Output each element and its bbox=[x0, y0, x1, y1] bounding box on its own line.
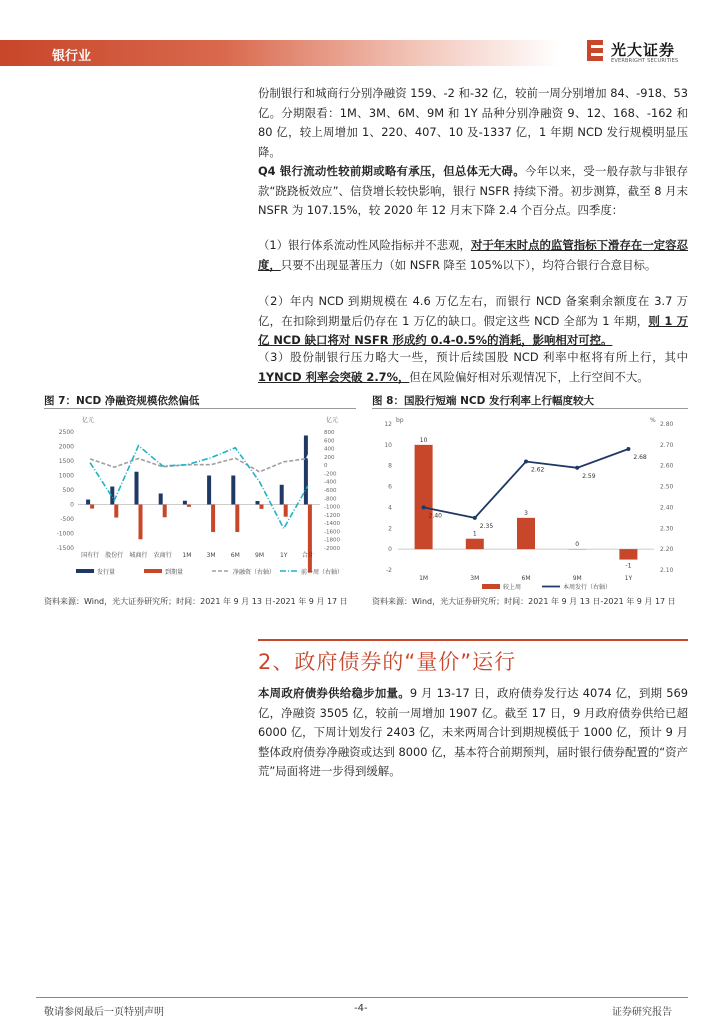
fig7-xtick-label: 1Y bbox=[279, 552, 288, 559]
fig7-bar bbox=[211, 505, 215, 533]
fig8-line-point bbox=[473, 516, 477, 520]
fig8-y2tick-label: 2.40 bbox=[660, 504, 674, 512]
fig8-xtick-label: 9M bbox=[572, 575, 582, 582]
fig8-bar bbox=[619, 549, 637, 559]
fig8-line-label: 2.59 bbox=[582, 472, 596, 480]
paragraph-4 bbox=[258, 292, 688, 351]
paragraph-5-emphasis: 1YNCD 利率会突破 2.7%， bbox=[258, 369, 410, 384]
fig7-y2tick-label: -1400 bbox=[324, 521, 340, 528]
paragraph-5-text-a: （3）股份制银行压力略大一些，预计后续国股 NCD 利率中枢将有所上行，其中 bbox=[258, 350, 688, 364]
paragraph-3-text-b: 只要不出现显著压力（如 NSFR 降至 105%以下），均符合银行合意目标。 bbox=[280, 257, 657, 272]
paragraph-5 bbox=[258, 348, 688, 387]
fig7-y2tick-label: 0 bbox=[324, 463, 328, 470]
fig8-ytick-label: 0 bbox=[388, 546, 392, 554]
fig8-bar-label: 10 bbox=[419, 436, 428, 444]
fig8-ytick-label: -2 bbox=[386, 567, 392, 574]
fig8-ytick-label: 10 bbox=[384, 441, 392, 449]
fig7-bar bbox=[114, 505, 118, 518]
fig7-title-rule bbox=[44, 408, 356, 409]
fig7-xtick-label: 股份行 bbox=[105, 552, 124, 559]
section-2-rule bbox=[258, 639, 688, 641]
fig8-bar-label: 1 bbox=[472, 530, 477, 538]
fig7-source: 资料来源：Wind，光大证券研究所；时间：2021 年 9 月 13 日-2021 年 9 月 17 日 bbox=[44, 597, 348, 606]
fig8-line-point bbox=[626, 447, 630, 451]
fig8-legend-swatch bbox=[482, 584, 500, 589]
fig7-series-line bbox=[90, 446, 308, 529]
paragraph-3 bbox=[258, 236, 688, 275]
footer-rule bbox=[36, 997, 688, 998]
fig7-y2tick-label: -400 bbox=[324, 479, 337, 486]
fig8-y2tick-label: 2.80 bbox=[660, 421, 674, 428]
fig8-title-rule bbox=[372, 408, 688, 409]
fig7-ytick-label: 500 bbox=[62, 487, 74, 494]
fig8-bar-label: -1 bbox=[625, 562, 632, 570]
fig7-ytick-label: 1500 bbox=[58, 458, 74, 465]
section-2-paragraph bbox=[258, 684, 688, 782]
fig8-legend-label: 较上周 bbox=[503, 584, 522, 591]
paragraph-4-emphasis: 则 1 万亿 NCD 缺口将对 NSFR 形成约 0.4-0.5%的消耗，影响相对可控。 bbox=[258, 313, 688, 347]
fig7-legend-label: 到期量 bbox=[165, 569, 184, 576]
fig7-y2tick-label: -1000 bbox=[324, 504, 340, 511]
fig7-ytick-label: -500 bbox=[60, 516, 74, 523]
fig8-line-label: 2.40 bbox=[428, 512, 442, 520]
fig7-legend-label: 净融资（右轴） bbox=[233, 569, 276, 576]
fig7-bar bbox=[159, 493, 163, 504]
fig8-line-label: 2.68 bbox=[633, 454, 647, 462]
fig7-bar bbox=[235, 505, 239, 533]
fig8-y2tick-label: 2.10 bbox=[660, 567, 674, 574]
fig8-xtick-label: 6M bbox=[521, 575, 531, 582]
fig7-xtick-label: 1M bbox=[182, 552, 192, 559]
fig7-bar bbox=[139, 505, 143, 540]
fig8-line-label: 2.62 bbox=[531, 466, 545, 474]
fig7-y2tick-label: -600 bbox=[324, 488, 337, 494]
fig7-y2tick-label: -800 bbox=[324, 496, 337, 503]
fig7-legend-label: 前一周（右轴） bbox=[301, 569, 344, 576]
fig8-y2tick-label: 2.60 bbox=[660, 462, 674, 470]
fig7-ytick-label: 2500 bbox=[58, 429, 74, 436]
section-2-title: 2、政府债券的“量价”运行 bbox=[258, 650, 517, 674]
fig7-xtick-label: 国有行 bbox=[81, 552, 100, 559]
fig7-title: 图 7：NCD 净融资规模依然偏低 bbox=[44, 395, 200, 407]
fig7-bar bbox=[86, 500, 90, 505]
logo-text-en: EVERBRIGHT SECURITIES bbox=[611, 58, 679, 64]
fig7-xtick-label: 6M bbox=[230, 552, 240, 559]
fig7-ytick-label: 1000 bbox=[58, 472, 74, 480]
fig8-chart bbox=[372, 410, 688, 592]
fig7-y2label: 亿元 bbox=[326, 417, 339, 424]
fig7-xtick-label: 城商行 bbox=[129, 552, 148, 559]
fig7-y2tick-label: -1200 bbox=[324, 512, 340, 519]
fig8-ytick-label: 4 bbox=[388, 504, 392, 512]
paragraph-1: 份制银行和城商行分别净融资 159、-2 和-32 亿，较前一周分别增加 84、-918、53 亿。分期限看：1M、3M、6M、9M 和 1Y 品种分别净融资 9、12、168、-162 和 80 亿，较上周增加 1、220、407、10 及-1337 亿，1 年期 NCD 发行规模明显压降。 bbox=[258, 86, 688, 159]
fig7-legend-swatch bbox=[144, 569, 162, 573]
fig7-y2tick-label: 200 bbox=[324, 454, 335, 461]
fig7-bar bbox=[183, 501, 187, 505]
fig8-bar-label: 0 bbox=[575, 541, 580, 549]
fig7-xtick-label: 合计 bbox=[301, 552, 314, 559]
fig8-bar-label: 3 bbox=[524, 509, 528, 517]
fig7-y2tick-label: 600 bbox=[324, 438, 335, 445]
paragraph-2 bbox=[258, 162, 688, 221]
fig7-y2tick-label: -1600 bbox=[324, 529, 340, 536]
fig8-xtick-label: 3M bbox=[470, 575, 480, 582]
fig8-ylabel: bp bbox=[396, 417, 404, 424]
fig7-series-line bbox=[90, 458, 308, 472]
fig8-bar bbox=[466, 539, 484, 549]
fig7-bar bbox=[284, 505, 288, 517]
fig7-ytick-label: 2000 bbox=[58, 443, 74, 451]
fig8-y2tick-label: 2.30 bbox=[660, 525, 674, 533]
fig8-source: 资料来源：Wind，光大证券研究所；时间：2021 年 9 月 13 日-2021 年 9 月 17 日 bbox=[372, 597, 676, 606]
fig7-xtick-label: 农商行 bbox=[153, 552, 172, 559]
fig7-bar bbox=[308, 505, 312, 573]
section-label: 银行业 bbox=[52, 49, 92, 64]
fig8-xtick-label: 1Y bbox=[624, 575, 633, 582]
paragraph-3-emphasis: 对于年末时点的监管指标下滑存在一定容忍度， bbox=[258, 238, 688, 272]
fig7-y2tick-label: 400 bbox=[324, 446, 335, 453]
fig7-ylabel: 亿元 bbox=[82, 417, 95, 424]
fig7-bar bbox=[135, 472, 139, 505]
fig8-series-line bbox=[424, 449, 629, 518]
fig7-bar bbox=[231, 476, 235, 505]
paragraph-4-text: （2）年内 NCD 到期规模在 4.6 万亿左右，而银行 NCD 备案剩余额度在 3.7 万亿，在扣除到期量后仍存在 1 万亿的缺口。假定这些 NCD 全部为 1 年期， bbox=[258, 294, 688, 328]
section-2-text: 9 月 13-17 日，政府债券发行达 4074 亿，到期 569 亿，净融资 3505 亿，较前一周增加 1907 亿。截至 17 日，9 月政府债券供给已超 6000 亿，下周计划发行 2403 亿，未来两周合计到期规模低于 1000 亿，预计 9 月整体政府债券净融资或达到 8000 亿，基本符合前期预判，届时银行债券配置的“资产荒”局面将进一步得到缓解。 bbox=[258, 686, 688, 778]
fig8-line-point bbox=[575, 466, 579, 470]
fig8-ytick-label: 8 bbox=[388, 462, 392, 470]
fig7-legend-label: 发行量 bbox=[97, 569, 116, 576]
fig8-line-point bbox=[524, 460, 528, 464]
fig8-line-label: 2.35 bbox=[479, 522, 494, 530]
fig7-y2tick-label: -1800 bbox=[324, 537, 340, 544]
fig7-y2tick-label: 800 bbox=[324, 430, 335, 436]
fig8-ytick-label: 6 bbox=[388, 483, 392, 491]
fig7-y2tick-label: -200 bbox=[324, 471, 337, 478]
fig8-bar bbox=[517, 518, 535, 549]
fig7-bar bbox=[187, 505, 191, 507]
paragraph-2-text: 今年以来，受一般存款与非银存款“跷跷板效应”、信贷增长较快影响，银行 NSFR 持续下滑。初步测算，截至 8 月末 NSFR 为 107.15%，较 2020 年 12 月末下降 2.4 个百分点。四季度： bbox=[258, 164, 688, 217]
fig7-y2tick-label: -2000 bbox=[324, 546, 340, 552]
fig7-bar bbox=[304, 435, 308, 504]
footer-disclaimer: 敬请参阅最后一页特别声明 bbox=[44, 1007, 164, 1018]
brand-logo bbox=[584, 36, 694, 68]
fig8-xtick-label: 1M bbox=[419, 575, 429, 582]
fig8-y2tick-label: 2.50 bbox=[660, 483, 674, 491]
fig7-xtick-label: 9M bbox=[255, 552, 264, 559]
paragraph-5-text-b: 但在风险偏好相对乐观情况下，上行空间不大。 bbox=[409, 369, 649, 384]
fig8-y2label: % bbox=[650, 417, 656, 424]
fig8-y2tick-label: 2.70 bbox=[660, 441, 674, 449]
fig8-y2tick-label: 2.20 bbox=[660, 546, 674, 554]
fig7-bar bbox=[256, 501, 260, 504]
fig8-title: 图 8：国股行短端 NCD 发行利率上行幅度较大 bbox=[372, 395, 594, 407]
fig7-legend-swatch bbox=[76, 569, 94, 573]
fig7-bar-marker: ▲ bbox=[305, 453, 310, 460]
fig8-line-point bbox=[422, 505, 426, 509]
fig7-xtick-label: 3M bbox=[206, 552, 216, 559]
footer-doc-type: 证券研究报告 bbox=[612, 1007, 672, 1018]
logo-text-cn: 光大证券 bbox=[611, 41, 676, 59]
fig7-bar bbox=[280, 485, 284, 505]
fig8-bar bbox=[415, 445, 433, 549]
logo-icon bbox=[584, 38, 606, 64]
fig7-bar bbox=[163, 505, 167, 518]
fig8-ytick-label: 12 bbox=[384, 421, 392, 428]
fig7-ytick-label: -1000 bbox=[56, 530, 74, 538]
fig8-ytick-label: 2 bbox=[388, 525, 392, 533]
paragraph-3-text-a: （1）银行体系流动性风险指标并不悲观， bbox=[258, 238, 471, 252]
section-2-lead: 本周政府债券供给稳步加量。 bbox=[258, 686, 410, 700]
fig7-bar bbox=[90, 505, 94, 509]
fig8-legend-label: 本周发行（右轴） bbox=[563, 584, 612, 591]
fig7-ytick-label: 0 bbox=[70, 501, 74, 509]
paragraph-2-lead: Q4 银行流动性较前期或略有承压，但总体无大碍。 bbox=[258, 164, 525, 178]
fig7-bar bbox=[260, 505, 264, 509]
fig7-ytick-label: -1500 bbox=[56, 545, 74, 552]
fig7-bar bbox=[207, 476, 211, 505]
fig7-chart bbox=[44, 410, 356, 592]
footer-page-number: -4- bbox=[354, 1003, 368, 1014]
